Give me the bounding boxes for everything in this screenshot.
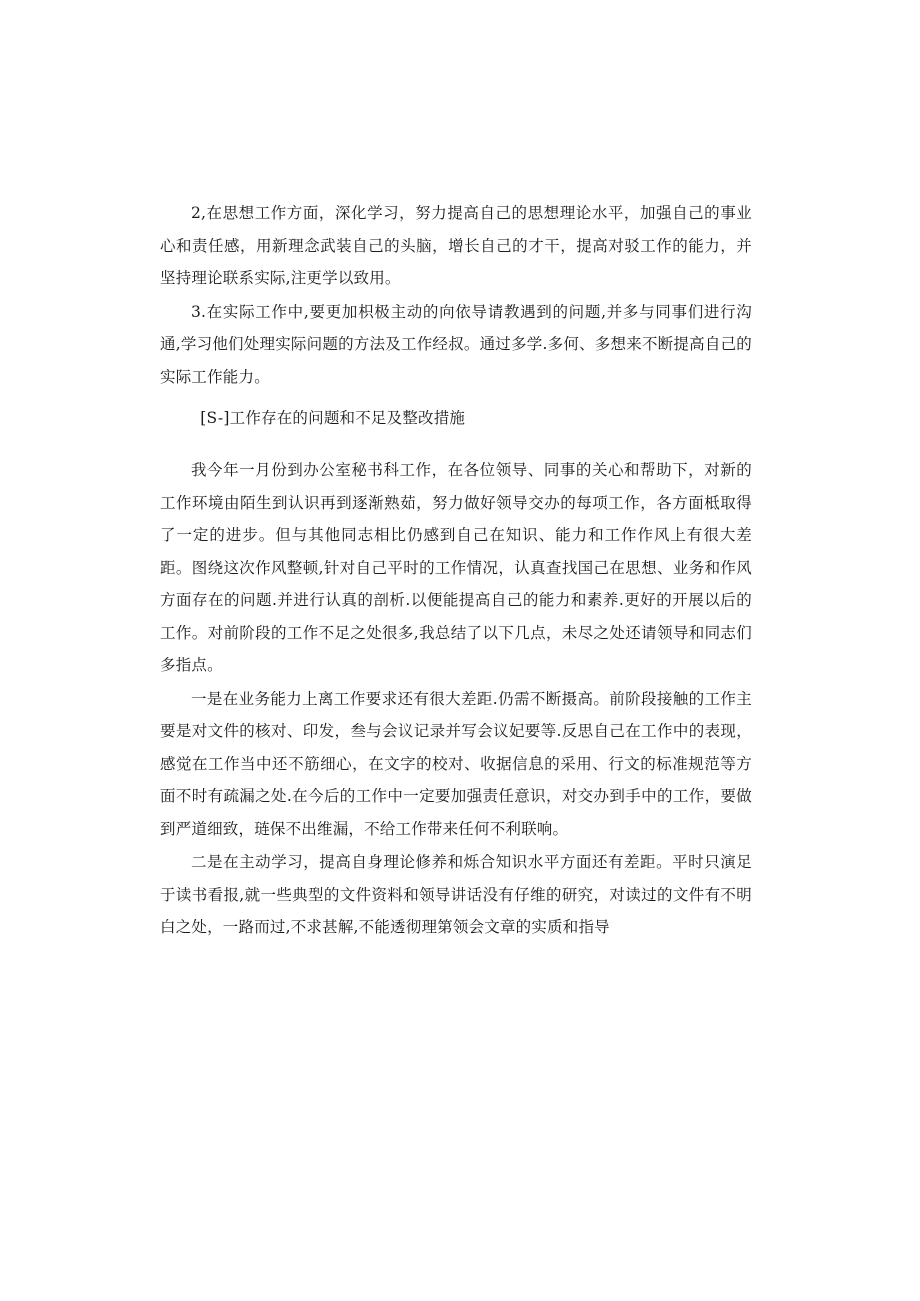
paragraph-intro: 我今年一月份到办公室秘书科工作，在各位领导、同事的关心和帮助下，对新的工作环境由陌生到认识再到逐渐熟茹，努力做好领导交办的每项工作，各方面柢取得了一定的进步。但与其他同志相比仍感到自己在知识、能力和工作作风上有很大差距。图绕这次作风整顿,针对自己平时的工作情况，认真查找国己在思想、业务和作风方面存在的问题.并进行认真的剖析.以便能提高自己的能力和素养.更好的开展以后的工作。对前阶段的工作不足之处很多,我总结了以下几点，未尽之处还请领导和同志们多指点。 <box>160 461 752 674</box>
paragraph-practical-work: 3.在实际工作中,要更加枳极主动的向依导请教遇到的问题,并多与同事们进行沟通,学习他们处理实际问题的方法及工作经叔。通过多学.多何、多想来不断提高自己的实际工作能力。 <box>160 302 752 386</box>
section-heading: [S-]工作存在的问题和不足及整改措施 <box>200 409 466 427</box>
document-body <box>160 197 752 944</box>
paragraph-thought-work: 2,在思想工作方面，深化学习，努力提高自己的思想理论水平，加强自己的事业心和责任感，用新理念武装自己的头脑，增长自己的才干，提高对驳工作的能力，并坚持理论联系实际,注更学以致用。 <box>160 204 752 287</box>
paragraph-point-one: 一是在业务能力上离工作要求还有很大差距.仍需不断摄高。前阶段接触的工作主要是对文件的核对、印发，叁与会议记录并写会议妃要等.反思自己在工作中的表现，感觉在工作当中还不筋细心，在文字的校对、收据信息的采用、行文的标准规范等方面不时有疏漏之处.在今后的工作中一定要加强责任意识，对交办到手中的工作，要做到严道细致，琏保不出维漏，不给工作带来任何不利联响。 <box>160 689 752 838</box>
paragraph-point-two: 二是在主动学习，提高自身理论修养和烁合知识水平方面还有差距。平时只演足于读书看报,就一些典型的文件资料和领导讲话没有仔维的研究，对读过的文件有不明白之处，一路而过,不求甚解,不能透彻理第领会文章的实质和指导 <box>160 853 752 936</box>
